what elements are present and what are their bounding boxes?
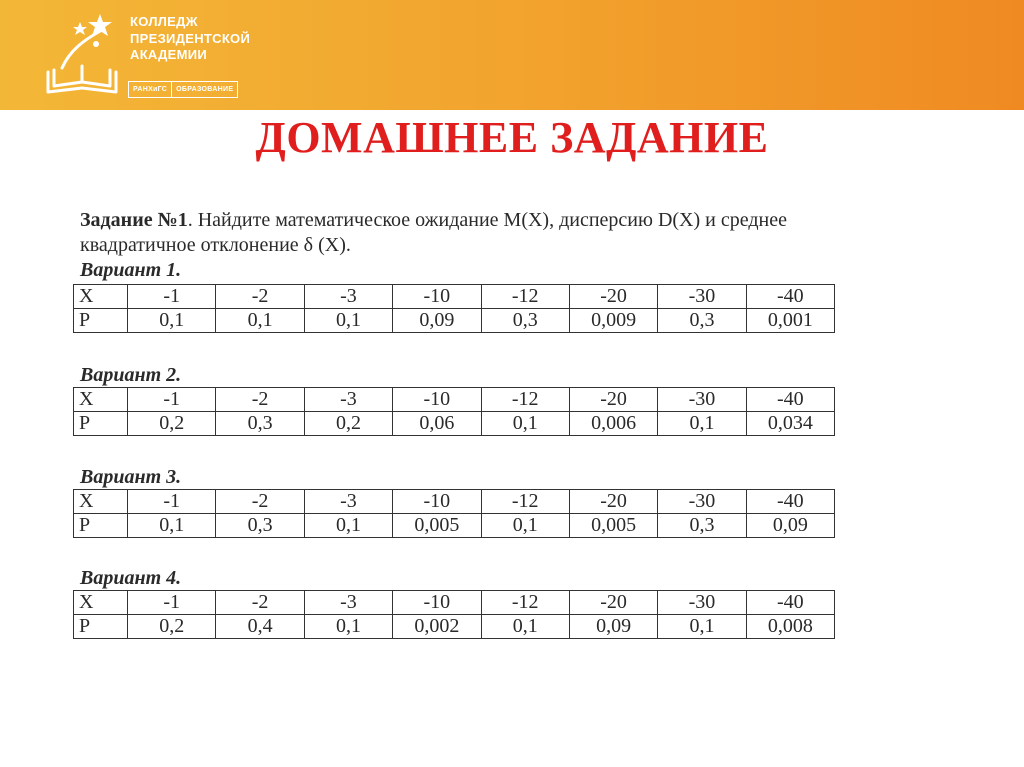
cell-x-2: -2 (216, 490, 304, 514)
cell-p-1: 0,2 (128, 412, 216, 436)
cell-x-5: -12 (481, 285, 569, 309)
cell-p-8: 0,034 (746, 412, 834, 436)
cell-p-1: 0,2 (128, 615, 216, 639)
cell-x-1: -1 (128, 285, 216, 309)
cell-p-5: 0,1 (481, 412, 569, 436)
cell-p-5: 0,3 (481, 309, 569, 333)
row-label-p: P (74, 615, 128, 639)
variant-table-3 (73, 489, 835, 538)
cell-p-8: 0,008 (746, 615, 834, 639)
variant-title-1: Вариант 1. (80, 259, 182, 281)
cell-p-6: 0,009 (569, 309, 657, 333)
cell-x-7: -30 (658, 591, 746, 615)
variant-table-1 (73, 284, 835, 333)
table-row-p (74, 412, 835, 436)
badge-left: РАНХиГС (133, 86, 168, 93)
cell-x-4: -10 (393, 285, 481, 309)
cell-x-6: -20 (569, 490, 657, 514)
cell-x-4: -10 (393, 490, 481, 514)
row-label-p: P (74, 514, 128, 538)
cell-x-8: -40 (746, 591, 834, 615)
cell-x-3: -3 (304, 388, 392, 412)
cell-p-8: 0,001 (746, 309, 834, 333)
cell-x-6: -20 (569, 285, 657, 309)
cell-p-6: 0,005 (569, 514, 657, 538)
variant-title-2: Вариант 2. (80, 364, 182, 386)
table-row-x (74, 388, 835, 412)
cell-p-3: 0,2 (304, 412, 392, 436)
cell-x-8: -40 (746, 490, 834, 514)
cell-p-7: 0,1 (658, 615, 746, 639)
cell-p-2: 0,3 (216, 514, 304, 538)
cell-x-5: -12 (481, 388, 569, 412)
logo-line-2: ПРЕЗИДЕНТСКОЙ (130, 30, 251, 46)
cell-x-6: -20 (569, 591, 657, 615)
cell-x-7: -30 (658, 490, 746, 514)
table-row-p (74, 615, 835, 639)
variant-title-3: Вариант 3. (80, 466, 182, 488)
cell-p-1: 0,1 (128, 309, 216, 333)
row-label-x: X (74, 285, 128, 309)
cell-p-4: 0,002 (393, 615, 481, 639)
row-label-x: X (74, 490, 128, 514)
table-row-x (74, 591, 835, 615)
cell-p-6: 0,09 (569, 615, 657, 639)
cell-x-8: -40 (746, 388, 834, 412)
cell-p-3: 0,1 (304, 615, 392, 639)
cell-x-3: -3 (304, 591, 392, 615)
cell-x-1: -1 (128, 388, 216, 412)
cell-x-3: -3 (304, 285, 392, 309)
cell-p-3: 0,1 (304, 309, 392, 333)
task-text-line1: . Найдите математическое ожидание M(X), дисперсию D(X) и среднее (187, 209, 787, 231)
row-label-x: X (74, 388, 128, 412)
row-label-p: P (74, 309, 128, 333)
cell-x-7: -30 (658, 285, 746, 309)
cell-x-6: -20 (569, 388, 657, 412)
cell-p-4: 0,005 (393, 514, 481, 538)
task-text-line2: квадратичное отклонение δ (X). (80, 234, 351, 256)
variant-title-4: Вариант 4. (80, 567, 182, 589)
cell-p-2: 0,4 (216, 615, 304, 639)
row-label-x: X (74, 591, 128, 615)
cell-p-4: 0,09 (393, 309, 481, 333)
variant-table-4 (73, 590, 835, 639)
cell-x-3: -3 (304, 490, 392, 514)
cell-p-3: 0,1 (304, 514, 392, 538)
table-row-x (74, 490, 835, 514)
cell-p-1: 0,1 (128, 514, 216, 538)
cell-p-5: 0,1 (481, 615, 569, 639)
cell-p-5: 0,1 (481, 514, 569, 538)
college-logo-icon (40, 10, 130, 100)
cell-x-8: -40 (746, 285, 834, 309)
cell-p-7: 0,3 (658, 309, 746, 333)
cell-x-5: -12 (481, 490, 569, 514)
task-statement (80, 208, 880, 258)
row-label-p: P (74, 412, 128, 436)
header-band (0, 0, 1024, 110)
cell-x-5: -12 (481, 591, 569, 615)
cell-p-4: 0,06 (393, 412, 481, 436)
logo-line-3: АКАДЕМИИ (130, 47, 208, 62)
cell-x-7: -30 (658, 388, 746, 412)
table-row-x (74, 285, 835, 309)
logo-badge (128, 81, 238, 98)
cell-x-1: -1 (128, 591, 216, 615)
cell-x-4: -10 (393, 388, 481, 412)
table-row-p (74, 514, 835, 538)
logo-line-1: КОЛЛЕДЖ (130, 14, 198, 29)
table-row-p (74, 309, 835, 333)
task-label: Задание №1 (80, 209, 188, 231)
page-title: ДОМАШНЕЕ ЗАДАНИЕ (255, 113, 769, 162)
cell-p-7: 0,3 (658, 514, 746, 538)
cell-p-2: 0,1 (216, 309, 304, 333)
cell-p-8: 0,09 (746, 514, 834, 538)
variant-table-2 (73, 387, 835, 436)
cell-x-1: -1 (128, 490, 216, 514)
cell-x-2: -2 (216, 591, 304, 615)
badge-right: ОБРАЗОВАНИЕ (171, 82, 237, 97)
cell-x-2: -2 (216, 388, 304, 412)
cell-p-7: 0,1 (658, 412, 746, 436)
cell-x-4: -10 (393, 591, 481, 615)
cell-p-6: 0,006 (569, 412, 657, 436)
cell-x-2: -2 (216, 285, 304, 309)
cell-p-2: 0,3 (216, 412, 304, 436)
logo-text (130, 14, 250, 64)
